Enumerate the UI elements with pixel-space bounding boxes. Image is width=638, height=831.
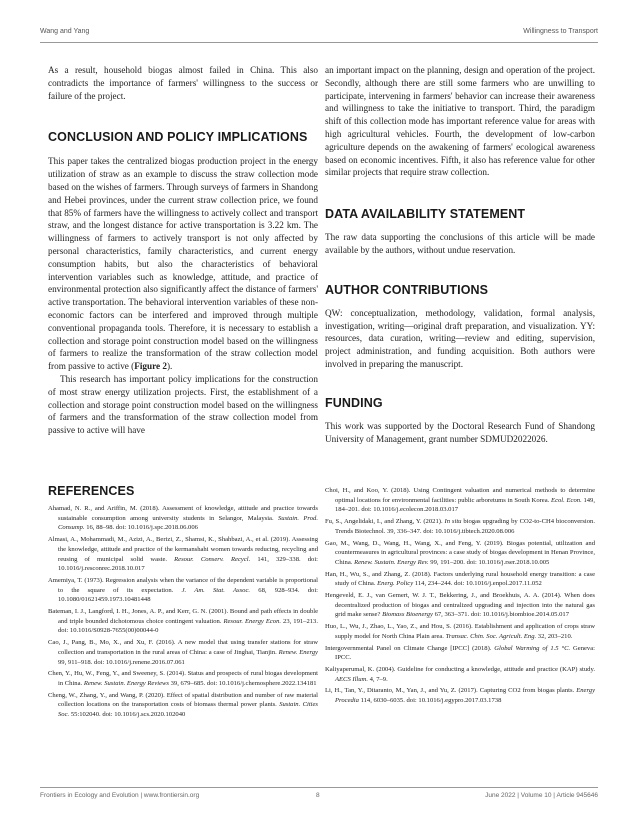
reference-journal: Resour. Conserv. Recycl. xyxy=(174,555,251,563)
data-availability-text: The raw data supporting the conclusions of this article will be made available by the authors, without undue reservation. xyxy=(325,232,595,255)
reference-journal: Energy Procedia xyxy=(335,687,595,705)
reference-journal: Renew. Sustain. Energy Reviews xyxy=(83,679,169,687)
reference-journal: AECS Illum. xyxy=(335,675,368,683)
reference-journal: In situ xyxy=(444,518,462,526)
reference-journal: Sustain. Prod. Consump. xyxy=(58,514,318,532)
running-head xyxy=(40,24,598,40)
reference-authors-title: Bateman, I. J., Langford, I. H., Jones, A. P., and Kerr, G. N. (2001). Bound and path effects in double and triple bounded dichotomous choice contingent valuation. xyxy=(48,608,318,625)
reference-authors-title: Cao, J., Pang, B., Mo, X., and Xu, F. (2016). A new model that using transfer stations for straw collection and transportation in the rural areas of China: a case of Jinghai, Tianjin. xyxy=(48,639,318,656)
reference-journal: Energ. Policy xyxy=(377,580,414,588)
reference-doi[interactable]: 99, 191–200. doi: 10.1016/j.rser.2018.10.005 xyxy=(428,558,550,566)
reference-journal: Global Warming of 1.5 °C. xyxy=(494,644,571,652)
reference-item xyxy=(325,644,595,663)
reference-authors-title: Hengeveld, E. J., van Gemert, W. J. T., Bekkering, J., and Broekhuis, A. A. (2014). When does decentralized production of biogas and centralized upgrading and injection into the natural gas grid make sense? xyxy=(325,592,595,619)
reference-item xyxy=(48,576,318,605)
reference-journal: Ecol. Econ. xyxy=(551,496,582,504)
funding-text: This work was supported by the Doctoral Research Fund of Shandong University of Management, grant number SDMUD2022026. xyxy=(325,420,595,444)
reference-doi[interactable]: 55:102040. doi: 10.1016/j.scs.2020.102040 xyxy=(69,711,186,719)
conclusion-paragraph-1 xyxy=(48,155,318,373)
reference-item xyxy=(48,535,318,574)
reference-journal: J. Am. Stat. Assoc. xyxy=(181,586,251,594)
conclusion-paragraph-2: This research has important policy implications for the construction of most straw energy utilization projects. First, the establishment of a collection and storage point construction model based on the willingness of farmers and the transformation of the straw collection model from passive to active will have xyxy=(48,373,318,436)
footer-journal[interactable]: Frontiers in Ecology and Evolution | www.frontiersin.org xyxy=(40,792,200,799)
conclusion-continuation: an important impact on the planning, design and operation of the project. Secondly, although there are still some farmers who are unwilling to participate, intervening in farmers' behavior can increase their awareness and willingness to take the initiative to transport. Third, the paradigm shift of this collection mode has important reference value for areas with high agricultural vehicles. Fourth, the development of low-carbon agriculture depends on the awakening of farmers' ecological awareness based on economic incentives. Fifth, it also has reference value for other similar projects that require straw collection. xyxy=(325,65,595,178)
reference-item xyxy=(325,517,595,536)
reference-authors-title: Intergovernmental Panel on Climate Change [IPCC] (2018). xyxy=(325,644,495,652)
conclusion-paragraph-1-end: ). xyxy=(166,361,173,372)
references-heading: REFERENCES xyxy=(48,484,135,498)
reference-item xyxy=(325,539,595,568)
author-contributions-text: QW: conceptualization, methodology, validation, formal analysis, investigation, writing—original draft preparation, and visualization. YY: resources, data curation, writing—review and editing, supervision, project administration, and funding acquisition. Both authors were involved in preparing the manuscript. xyxy=(325,307,595,369)
reference-journal: Biomass Bioenergy xyxy=(382,611,433,619)
footer-rule xyxy=(40,787,598,788)
reference-item xyxy=(325,591,595,620)
reference-item xyxy=(325,486,595,515)
reference-authors-title: Han, H., Wu, S., and Zhang, Z. (2018). Factors underlying rural household energy transition: a case study of China. xyxy=(325,570,595,588)
conclusion-paragraph-1-text: This paper takes the centralized biogas production project in the energy utilization of straw as an example to discuss the straw collection mode based on the wishes of farmers. Through surveys of farmers in Shandong and Hebei provinces, under the current straw collection price, we found that 85% of farmers have the willingness to actively collect and transport straw, and the longest distance for active transportation is 3.22 km. The willingness of farmers to actively transport is not only affected by personal characteristics, family characteristics, and current energy consumption habits, but also the characteristics of behavioral intervention variables such as knowledge, attitude, and practice of environmental protection also significantly affect the distance of farmers' active transportation. The behavioral intervention variables of these non-economic factors can be interfered and improved through multiple conventional propaganda tools. Therefore, it is necessary to establish a collection and storage point construction model based on the willingness of farmers to realize the transformation of the straw collection model from passive to active ( xyxy=(48,156,318,372)
references-list-left xyxy=(48,504,318,720)
reference-item xyxy=(48,638,318,667)
page-number: 8 xyxy=(316,792,320,799)
reference-authors-title: Chen, Y., Hu, W., Feng, Y., and Sweeney, S. (2014). Status and prospects of rural biogas development in China. xyxy=(48,670,318,687)
right-column xyxy=(325,60,595,445)
reference-journal: Renew. Sustain. Energy Rev. xyxy=(354,558,429,566)
reference-item xyxy=(48,691,318,720)
reference-authors-title: Ahamad, N. R., and Ariffin, M. (2018). Assessment of knowledge, attitude and practice towards sustainable consumption among university students in Selangor, Malaysia. xyxy=(48,505,318,522)
reference-doi[interactable]: 68, 928–934. doi: 10.1080/01621459.1973.10481448 xyxy=(58,586,318,604)
reference-item xyxy=(325,665,595,684)
reference-doi[interactable]: 32, 203–210. xyxy=(536,632,573,640)
left-column xyxy=(48,60,318,437)
reference-journal: Transac. Chin. Soc. Agricult. Eng. xyxy=(445,632,537,640)
reference-doi[interactable]: 67, 363–371. doi: 10.1016/j.biombioe.2014.05.017 xyxy=(432,611,570,619)
reference-authors-title: Li, H., Tan, Y., Ditaranto, M., Yan, J., and Yu, Z. (2017). Capturing CO2 from biogas plants. xyxy=(325,687,577,695)
references-section-right xyxy=(325,486,595,708)
reference-doi[interactable]: 23, 191–213. doi: 10.1016/S0928-7655(00)00044-0 xyxy=(58,617,318,635)
reference-doi[interactable]: 141, 329–338. doi: 10.1016/j.resconrec.2018.10.017 xyxy=(58,555,319,573)
reference-doi[interactable]: 99, 911–918. doi: 10.1016/j.renene.2016.07.061 xyxy=(58,658,185,666)
reference-authors-title: Cheng, W., Zhang, Y., and Wang, P. (2020). Effect of spatial distribution and number of raw material collection locations on the transportation costs of biomass thermal power plants. xyxy=(48,691,318,709)
figure-2-link[interactable]: Figure 2 xyxy=(134,361,167,372)
running-head-title: Willingness to Transport xyxy=(523,28,598,35)
running-head-authors: Wang and Yang xyxy=(40,28,90,35)
reference-doi[interactable]: 149, 184–201. doi: 10.1016/j.ecolecon.2018.03.017 xyxy=(335,496,595,514)
reference-journal: Renew. Energy xyxy=(278,648,318,656)
reference-authors-title: Fu, S., Angelidaki, I., and Zhang, Y. (2021). xyxy=(325,518,445,526)
funding-heading: FUNDING xyxy=(325,395,383,410)
reference-doi[interactable]: 16, 88–98. doi: 10.1016/j.spc.2018.06.006 xyxy=(84,524,198,532)
reference-doi[interactable]: Geneva: IPCC. xyxy=(335,644,595,662)
data-availability-heading: DATA AVAILABILITY STATEMENT xyxy=(325,207,526,222)
reference-item xyxy=(325,570,595,589)
reference-doi[interactable]: 39, 679–685. doi: 10.1016/j.chemosphere.2022.134181 xyxy=(168,679,317,687)
reference-item xyxy=(48,504,318,533)
reference-authors-title: Amemiya, T. (1973). Regression analysis when the variance of the dependent variable is proportional to the square of its expectation. xyxy=(48,576,318,594)
reference-doi[interactable]: 114, 234–244. doi: 10.1016/j.enpol.2017.11.052 xyxy=(413,580,542,588)
reference-journal: Sustain. Cities Soc. xyxy=(58,701,318,719)
references-section xyxy=(48,484,318,722)
references-list-right xyxy=(325,486,595,706)
reference-doi[interactable]: 4, 7–9. xyxy=(367,675,388,683)
reference-item xyxy=(48,669,318,688)
reference-journal: Resour. Energy Econ. xyxy=(223,617,282,625)
reference-doi[interactable]: 114, 6030–6035. doi: 10.1016/j.egypro.2017.03.1738 xyxy=(358,697,502,705)
footer-issue: June 2022 | Volume 10 | Article 945646 xyxy=(485,792,598,799)
reference-authors-title: Huo, L., Wu, J., Zhao, L., Yao, Z., and Hou, S. (2016). Establishment and application of crops straw supply model for North China Plain area. xyxy=(325,623,595,640)
reference-item xyxy=(325,686,595,705)
intro-paragraph: As a result, household biogas almost failed in China. This also contradicts the importance of farmers' willingness to the success or failure of the project. xyxy=(48,65,318,101)
header-rule xyxy=(40,42,598,43)
reference-authors-title: Almasi, A., Mohammadi, M., Azizi, A., Berizi, Z., Shamsi, K., Shahbazi, A., et al. (2019). Assessing the knowledge, attitude and practice of the kermanshahi women towards reducing, recycling and reusing of municipal solid waste. xyxy=(48,536,318,563)
reference-item xyxy=(48,607,318,636)
reference-authors-title: Choi, H., and Koo, Y. (2018). Using Contingent valuation and numerical methods to determine optimal locations for environmental facilities: public arboretums in South Korea. xyxy=(325,487,595,504)
conclusion-heading: CONCLUSION AND POLICY IMPLICATIONS xyxy=(48,130,308,145)
reference-authors-title: Gao, M., Wang, D., Wang, H., Wang, X., and Feng, Y. (2019). Biogas potential, utilization and countermeasures in agricultural provinces: a case study of biogas development in Henan Province, China. xyxy=(325,539,595,566)
reference-item xyxy=(325,622,595,641)
author-contributions-heading: AUTHOR CONTRIBUTIONS xyxy=(325,282,489,297)
reference-doi[interactable]: biogas upgrading by CO2-to-CH4 bioconversion. Trends Biotechnol. 39, 336–347. doi: 10.1016/j.tibtech.2020.08.006 xyxy=(335,518,595,535)
reference-authors-title: Kaliyaperumal, K. (2004). Guideline for conducting a knowledge, attitude and practice (KAP) study. xyxy=(325,665,595,673)
